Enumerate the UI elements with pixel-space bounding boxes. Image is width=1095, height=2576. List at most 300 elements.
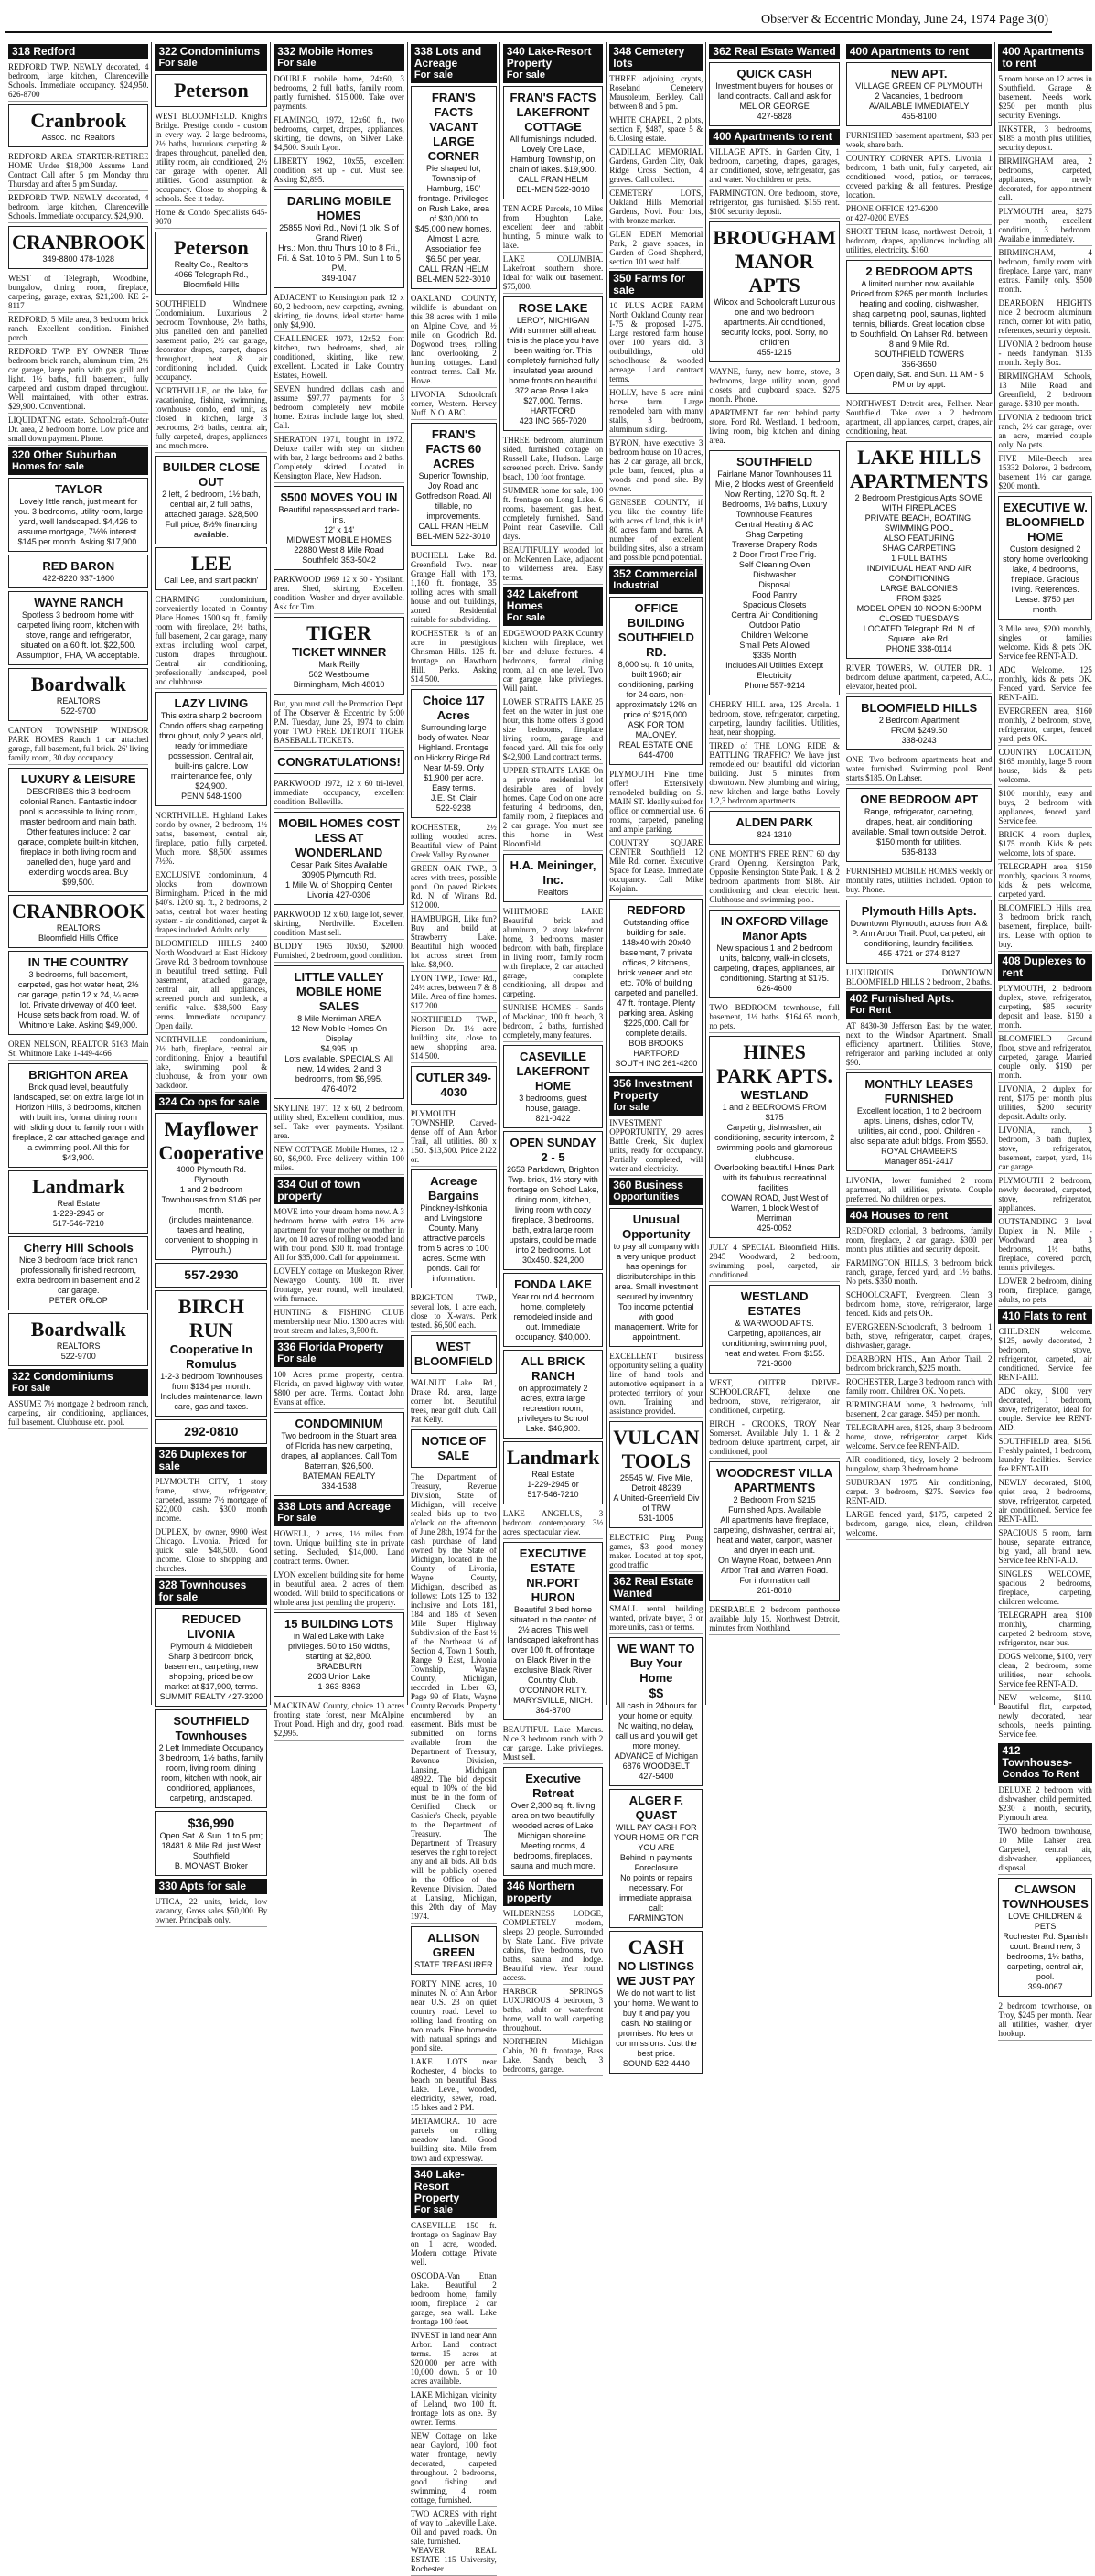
classified-ad: PLYMOUTH, 2 bedroom duplex, stove, refrigerator, carpeting, $85 security deposit and lease. $150 a month. xyxy=(998,982,1091,1032)
display-ad-line: 531-1005 xyxy=(639,1514,674,1523)
section-subheader: For sale xyxy=(158,58,198,69)
display-ad-line: SUMMIT REALTY 427-3200 xyxy=(159,1692,263,1701)
display-ad xyxy=(274,750,404,774)
display-ad-line: 422-8220 937-1600 xyxy=(42,574,115,583)
classified-column xyxy=(152,42,271,1924)
classified-ad: ONE MONTH'S FREE RENT 60 day Grand Opening. Kensington Park, Opposite Kensington State Park. 1 & 2 bedroom apartments from $186. Air conditioning and clean electric heat. Clubhouse and swimming pool. xyxy=(709,847,839,907)
display-ad-line: REALTORS xyxy=(56,696,101,706)
display-ad-line: WILL PAY CASH FOR YOUR HOME OR FOR YOU ARE xyxy=(613,1823,699,1852)
display-ad-headline: CRANBROOK xyxy=(12,900,145,922)
display-ad-line: 2 Bedroom Prestigious Apts SOME WITH FIREPLACES xyxy=(854,493,983,512)
display-ad-line: 2 Vacancies, 1 bedroom xyxy=(875,92,963,101)
display-ad-line: Wilcox and Schoolcraft Luxurious one and two bedroom apartments. Air conditioned, security locks, pool. Sorry, no children xyxy=(714,297,836,347)
display-ad-title: FRAN'S FACTS LAKEFRONT COTTAGE xyxy=(510,91,596,134)
classified-ad: PARKWOOD 1972, 12 x 60 tri-level, immediate occupancy, excellent condition. Belleville. xyxy=(274,777,404,809)
section-header: 326 Duplexes for sale xyxy=(155,1447,267,1474)
display-ad-line: 30905 Plymouth Rd. xyxy=(301,870,377,879)
classified-ad: 100 Acres prime property, central Florida, on paved highway with water, $800 per acre. Terms. Contact John Evans at office. xyxy=(274,1368,404,1409)
display-ad xyxy=(274,1412,404,1496)
classified-ad: LIVONIA 2 bedroom brick ranch, 2½ car garage, over an acre, married couple only. No pets. xyxy=(998,411,1091,452)
display-ad-line: Self Cleaning Oven xyxy=(738,560,811,569)
display-ad-line: 2 Left Immediate Occupancy xyxy=(158,1743,264,1752)
classified-ad: BRICK 4 room duplex, $175 month. Kids & pets welcome, lots of space. xyxy=(998,828,1091,860)
classified-ad: LIVONIA, 2 duplex for rent, $175 per month plus utilities, $200 security deposit. Adults only. xyxy=(998,1083,1091,1124)
display-ad-line: 3 bedroom, 1½ baths, family room, living room, dining room, kitchen with nook, air conditioned, appliances, carpeting, landscaped. xyxy=(159,1753,263,1803)
display-ad xyxy=(846,1072,993,1171)
display-ad-line: Livonia 427-0306 xyxy=(307,890,371,900)
classified-ad: HAMBURGH, Like fun? Buy and build at Strawberry Lake. Beautiful high wooded lot across street from lake. $8,900. xyxy=(411,912,497,972)
classified-ad: FLAMINGO, 1972, 12x60 ft., two bedrooms, carpet, drapes, appliances, skirting, tie downs, on Silver Lake. $4,500. South Lyon. xyxy=(274,113,404,155)
display-ad-line: 644-4700 xyxy=(639,750,674,760)
classified-ad: OSCODA-Van Ettan Lake. Beautiful 2 bedroom home, family room, fireplace, 2 car garage, sea wall. Lake frontage 100 feet. xyxy=(411,2269,497,2329)
display-ad-title: SOUTHFIELD xyxy=(736,455,813,469)
display-ad xyxy=(411,1429,497,1468)
display-ad-title: ALLISON GREEN xyxy=(427,1931,480,1959)
classified-ad: COUNTRY CORNER APTS. Livonia, 1 bedroom, 1 bath unit, fully carpeted, air conditioned, wood, patios, or terraces, covered parking & all features. Prestige location. xyxy=(846,152,993,202)
display-ad-line: Open daily, Sat. and Sun. 11 AM - 5 PM or by appt. xyxy=(853,370,984,389)
display-ad-headline: BROUGHAM MANOR APTS xyxy=(713,226,836,296)
classified-ad: LARGE fenced yard, $175, carpeted 2 bedroom, garage, nice, clean, children welcome. xyxy=(846,1508,993,1540)
display-ad xyxy=(503,296,603,431)
classified-ad: 2 bedroom townhouse, on Troy, $245 per month. Near all utilities, washer, dryer hookup. xyxy=(998,1999,1091,2041)
display-ad xyxy=(609,1637,703,1786)
display-ad-line: 476-4072 xyxy=(321,1084,357,1094)
classified-ad: FARMINGTON. One bedroom, stove, refrigerator, gas furnished. $155 rent. $100 security deposit. xyxy=(709,187,839,219)
display-ad-line: 3 bedrooms, guest house, garage. xyxy=(519,1094,587,1113)
display-ad-line: SOUND 522-4440 xyxy=(622,2059,690,2068)
display-ad-title: NEW APT. xyxy=(890,67,948,81)
display-ad xyxy=(709,62,839,126)
display-ad-line: 427-5828 xyxy=(757,112,792,121)
classified-ad: LIVONIA, Schoolcraft corner, Western. Hervey Nuff. N.O. ABC. xyxy=(411,388,497,420)
display-ad-title: Choice 117 Acres xyxy=(422,694,485,722)
display-ad-line: 522-9238 xyxy=(435,803,471,813)
display-ad-title: TICKET WINNER xyxy=(291,645,387,659)
display-ad-line: Phone 557-9214 xyxy=(744,681,805,690)
display-ad-line: Foreclosure xyxy=(634,1863,679,1872)
classified-ad: ADC Welcome. 125 monthly, kids & pets OK. Fenced yard. Service fee RENT-AID. xyxy=(998,663,1091,705)
display-ad-title: IN THE COUNTRY xyxy=(27,955,129,969)
display-ad-title: WESTLAND xyxy=(740,1088,809,1102)
classified-ad: DELUXE 2 bedroom with dishwasher, child permitted. $230 a month, security, Plymouth area. xyxy=(998,1784,1091,1825)
display-ad xyxy=(709,1036,839,1238)
classified-ad: TIRED of THE LONG RIDE & BATTLING TRAFFIC? We have just remodeled our beautiful old victorian building. Just 5 minutes from downtown. New plumbing and wiring, new kitchen and large baths. Lovely 1,2,3 bedroom apartments. xyxy=(709,739,839,808)
classified-ad: CHARMING condominium, conveniently located in Country Place Homes. 1500 sq. ft., family room with fireplace, 2½ baths, full basement, 2 car garage, many extras including wool carpet, custom drapes throughout. Central air conditioning, professionally landscaped, pool and clubhouse. xyxy=(155,593,267,689)
display-ad-line: 425-0052 xyxy=(757,1223,792,1233)
display-ad-headline: BIRCH RUN xyxy=(177,1295,244,1342)
section-header: 336 Florida Property For sale xyxy=(274,1340,404,1367)
display-ad-line: Year round 4 bedroom home, completely remodeled inside and out. Immediate occupancy. $40,000. xyxy=(511,1292,595,1342)
display-ad xyxy=(846,441,993,659)
display-ad xyxy=(709,450,839,695)
classified-ad: JULY 4 SPECIAL Bloomfield Hills. 2845 Woodward, 2 bedroom, swimming pool, carpeted, air conditioned. xyxy=(709,1241,839,1282)
display-ad-phone: $$ xyxy=(649,1686,664,1700)
section-subheader: For sale xyxy=(277,1513,317,1524)
classified-ad: REDFORD TWP. NEWLY decorated, 4 bedroom, large kitchen, Clarenceville Schools. Immediate occupancy. $24,950. 626-8700 xyxy=(8,60,148,102)
display-ad xyxy=(609,899,703,1073)
display-ad xyxy=(274,812,404,905)
display-ad xyxy=(609,1789,703,1928)
classified-ad: Home & Condo Specialists 645-9070 xyxy=(155,206,267,229)
classified-ad: HOWELL, 2 acres, 1½ miles from town. Unique building site in private setting. Secluded, $14,000. Land contract terms. Owner. xyxy=(274,1527,404,1568)
section-subheader: For sale xyxy=(277,1353,317,1364)
display-ad-title: NOTICE OF SALE xyxy=(421,1434,487,1462)
display-ad-title: IN OXFORD Village Manor Apts xyxy=(720,914,829,943)
display-ad xyxy=(8,1313,148,1366)
classified-ad: CHERRY HILL area, 125 Arcola. 1 bedroom, stove, refrigerator, carpeting, carpeting, laundry facilities. Utilities, heat, near shopping. xyxy=(709,698,839,739)
classified-ad: REDFORD, 5 Mile area, 3 bedroom brick ranch. Excellent condition. Finished porch. xyxy=(8,313,148,345)
classified-ad: SHERATON 1971, bought in 1972, Deluxe trailer with step on kitchen with bar, 2 large bedrooms and 2 baths. Completely skirted. Located in Kensington Place, New Hudson. xyxy=(274,433,404,483)
classified-ad: EVERGREEN-Schoolcraft, 3 bedroom, 1 bath, stove, refrigerator, carpet, drapes, dishwasher, garage. xyxy=(846,1320,993,1353)
display-ad-title: NO LISTINGS WE JUST PAY xyxy=(617,1959,696,1988)
display-ad-headline: Landmark xyxy=(506,1446,600,1469)
display-ad xyxy=(274,965,404,1099)
classified-ad: HOLLY, have 5 acre mini horse farm. Large remodeled barn with many stalls, 3 bedroom, aluminum siding. xyxy=(609,386,703,437)
display-ad xyxy=(155,1263,267,1288)
classified-ad: BUDDY 1965 10x50, $2000. Furnished, 2 bedroom, good condition. xyxy=(274,940,404,963)
classified-ad: WAYNE, furry, new home, stove, 3 bedrooms, large utility room, good closets and cupboard space. $275 month. Phone. xyxy=(709,365,839,406)
section-header: 356 Investment Property for sale xyxy=(609,1076,703,1116)
display-ad-phone: $36,990 xyxy=(188,1816,235,1830)
classified-ad: ONE, Two bedroom apartments heat and water furnished. Swimming pool. Rent starts $185. On Lahser. xyxy=(846,753,993,785)
display-ad xyxy=(8,1170,148,1234)
display-ad-line: LOVE CHILDREN & PETS xyxy=(1008,1912,1083,1931)
classified-ad: TELEGRAPH area, $125, sharp 3 bedroom home, stove, refrigerator, carpet. Kids welcome. Service fee RENT-AID. xyxy=(846,1421,993,1453)
classified-ad: BEAUTIFULLY wooded lot on McKennen Lake, adjacent to wilderness area. Easy terms. xyxy=(503,544,603,585)
classified-ad: NORTHWEST Detroit area, Fellner. Near Southfield. Take over a 2 bedroom apartment, all appliances, carpet, drapes, air conditioning, heat. xyxy=(846,397,993,438)
display-ad-headline: TIGER xyxy=(306,621,372,644)
classified-ad: ELECTRIC Ping Pong games, $3 good money maker. Located at top spot, good traffic. xyxy=(609,1531,703,1572)
section-header: 350 Farms for sale xyxy=(609,271,703,298)
section-header: 340 Lake-Resort Property For sale xyxy=(411,2167,497,2218)
classified-ad: BIRMINGHAM area, 2 bedrooms, carpeted, appliances, newly decorated, for appointment call. xyxy=(998,155,1091,205)
classified-ad: FARMINGTON HILLS, 3 bedroom brick ranch, garage, fenced yard, and 1½ baths. No pets. $350 month. xyxy=(846,1256,993,1288)
display-ad-line: SOUTH INC 261-4200 xyxy=(615,1059,698,1068)
display-ad-line: This extra sharp 2 bedroom Condo offers shag carpeting throughout, only 2 years old, ready for immediate possession. Central air, built-ins galore. Low maintenance fee, only $24,900. xyxy=(159,711,263,791)
classified-ad: SHORT TERM lease, northwest Detroit, 1 bedroom, drapes, appliances including all utilities, electricity. $160. xyxy=(846,225,993,257)
classified-ad: SMALL rental building wanted, private buyer, 3 or more units, cash or terms. xyxy=(609,1602,703,1634)
classified-ad: SOUTHFIELD Windmere Condominium. Luxurious 2 bedroom Townhouse, 2½ baths, plus panelled den and panelled basement patio, 2½ car garage, decorator drapes, carpet, drapes throughout, heat & air conditioning included. Quick occupancy. xyxy=(155,297,267,384)
classified-ad: INVEST in land near Ann Arbor. Land contract terms. 15 acres at $20,000 per acre with 10,000 down. 5 or 10 acres available. xyxy=(411,2329,497,2388)
display-ad-line: 502 Westbourne xyxy=(308,670,370,679)
classified-ad: BLOOMFIELD HILLS 2400 North Woodward at East Hickory Grove Rd. 3 bedroom townhouse in beautiful treed setting. Full basement, attached garage, central air, all appliances, screened porch and sundeck, a terrific value. $38,500. Easy terms. Immediate occupancy. Open daily. xyxy=(155,937,267,1033)
display-ad-line: Surrounding large body of water. Near Highland. Frontage on Hickory Ridge Rd. Near M-59. Only $1,900 per acre. Easy terms. xyxy=(414,723,493,792)
display-ad-title: LAZY LIVING xyxy=(174,696,249,710)
display-ad-line: PHONE 338-0114 xyxy=(886,644,952,653)
section-header: 338 Lots and Acreage For sale xyxy=(411,44,497,83)
display-ad-line: B. MONAST, Broker xyxy=(174,1861,248,1870)
display-ad-line: A United-Greenfield Div of TRW xyxy=(613,1493,700,1513)
display-ad xyxy=(411,1335,497,1374)
display-ad-line: Carpeting, appliances, air conditioning, swimming pool, heat and water. From $155. xyxy=(722,1329,828,1358)
classified-ad: METAMORA. 10 acre parcels on rolling meadow land. Good building site. Mile from town and expressway. xyxy=(411,2115,497,2165)
section-header: 318 Redford xyxy=(8,44,148,59)
display-ad-line: We do not want to list your home. We want to buy it and pay you cash. No stalling or promises. No fees or commissions. Just the best price. xyxy=(614,1989,699,2058)
display-ad-title: Cooperative In Romulus xyxy=(169,1342,253,1371)
display-ad-line: 1-229-2945 or xyxy=(527,1480,579,1489)
section-header: 346 Northern property xyxy=(503,1879,603,1906)
display-ad-line: Investment buyers for houses or land contracts. Call and ask for xyxy=(715,81,833,101)
display-ad xyxy=(503,1131,603,1270)
display-ad-line: Pie shaped lot, Township of Hamburg, 150' frontage. Privileges on Rush Lake, area of $30,000 to $45,000 new homes. Almost 1 acre. Association fee $6.50 per year. xyxy=(415,164,492,264)
display-ad-line: 2 left, 2 bedroom, 1½ bath, central air, 2 full baths, attached garage. $28,500 Full price, 8½% financing available. xyxy=(162,490,261,539)
display-ad-line: Cesar Park Sites Available xyxy=(290,860,388,869)
display-ad-phone: 557-2930 xyxy=(184,1267,239,1282)
classified-ad: PARKWOOD 1969 12 x 60 - Ypsilanti area. Shed, skirting, Excellent condition. Washer and dryer available. Ask for Tim. xyxy=(274,573,404,614)
section-subheader: for sale xyxy=(613,1102,649,1113)
display-ad xyxy=(709,811,839,845)
display-ad-line: 8,000 sq. ft. 10 units, built 1968; air conditioning, parking for 24 cars, non-approximately 12% on price of $215,000. xyxy=(615,660,697,719)
display-ad xyxy=(609,1931,703,2074)
display-ad-line: MEL OR GEORGE xyxy=(739,102,810,111)
display-ad-line: BEL-MEN 522-3010 xyxy=(416,275,491,284)
display-ad-line: 6876 WOODBELT xyxy=(622,1762,691,1771)
display-ad-line: PRIVATE BEACH, BOATING, SWIMMING POOL xyxy=(864,513,973,533)
classified-ad: LAKE Michigan, vicinity of Leland, two 100 ft. frontage lots as one. By owner. Terms. xyxy=(411,2388,497,2430)
display-ad-line: Beautiful 3 bed home situated in the center of 2½ acres. This well landscaped lakefront has over 100 ft. of frontage on Black River in the exclusive Black River Country Club. xyxy=(507,1605,599,1685)
classified-ad: DEARBORN HEIGHTS nice 2 bedroom aluminum ranch, corner lot with patio, references, security deposit. xyxy=(998,296,1091,338)
display-ad-line: BEL-MEN 522-3010 xyxy=(516,185,590,194)
classified-ad: MOVE into your dream home now. A 3 bedroom home with extra 1½ acre apartment for your mother or mother in law, on 10 acres of rolling wooded land with trout pond. $30 ft. road frontage. All for $35,000. Call for appointment. xyxy=(274,1205,404,1265)
classified-ad: NORTHVILLE condominium, 2½ bath, fireplace, central air conditioning. Enjoy a beautiful lake, swimming pool & clubhouse, & from your own backdoor. xyxy=(155,1033,267,1093)
classified-ad: BIRMINGHAM home, 3 bedrooms, full basement, 2 car garage. $450 per month. xyxy=(846,1398,993,1421)
display-ad-line: 25855 Novi Rd., Novi (1 blk. S of Grand River) xyxy=(279,223,399,243)
classified-ad: LOWER 2 bedroom, dining room, fireplace, garage, adults, no pets. xyxy=(998,1275,1091,1307)
display-ad-line: 455-1215 xyxy=(757,348,792,357)
display-ad-line: Carpeting, dishwasher, air conditioning, security intercom, 2 swimming pools and glamorous clubhouse. xyxy=(714,1123,835,1162)
classified-ad: 10 PLUS ACRE FARM North Oakland County near I-75 & proposed I-275. Large restored farm house over 100 years old. 3 outbuildings, old schoolhouse & wooded acreage. Land contract terms. xyxy=(609,299,703,386)
classified-ad: BIRMINGHAM, 4 bedroom, family room with fireplace. Large yard, many extras. Family only. $500 month. xyxy=(998,246,1091,296)
classified-ad: SEVEN hundred dollars cash and assume $97.77 payments for 3 bedroom completely new mobile home. Extras include large lot, shed, Call. xyxy=(274,383,404,433)
display-ad xyxy=(8,1063,148,1168)
section-subheader: For sale xyxy=(506,612,545,623)
classified-ad: FORTY NINE acres, 10 minutes N. of Ann Arbor near U.S. 23 on quiet country road. Level to rolling land fronting on two roads. Fine homesite with natural springs and pond site. xyxy=(411,1978,497,2055)
display-ad-line: Dishwasher xyxy=(753,570,797,579)
display-ad-headline: Landmark xyxy=(31,1175,125,1198)
section-header: 412 Townhouses- Condos To Rent xyxy=(998,1743,1091,1783)
classified-ad: TELEGRAPH area, $100 monthly, charming, carpeted 2 bedroom, stove, refrigerator, near bus. xyxy=(998,1609,1091,1650)
display-ad-title: FRAN'S FACTS VACANT LARGE CORNER xyxy=(427,91,479,163)
classified-ad: CHILDREN welcome. $125, newly decorated, 2 bedroom, stove, refrigerator, carpeted, air conditioned. Service fee RENT-AID. xyxy=(998,1325,1091,1385)
classified-ad: EXCELLENT business opportunity selling a quality line of hand tools and automotive equipment in a protected territory of your own. Training and assistance provided. xyxy=(609,1350,703,1418)
display-ad-line: Call Lee, and start packin' xyxy=(164,576,259,585)
display-ad-line: 535-8133 xyxy=(901,847,937,857)
display-ad xyxy=(155,232,267,295)
display-ad xyxy=(155,692,267,806)
display-ad-line: MARYSVILLE, MICH. xyxy=(513,1696,593,1705)
display-ad-title: SOUTHFIELD Townhouses xyxy=(173,1714,250,1742)
display-ad-line: ASK FOR TOM MALONEY. xyxy=(628,720,685,739)
display-ad xyxy=(503,854,603,902)
display-ad xyxy=(8,591,148,665)
classified-ad: INKSTER, 3 bedrooms, $185 a month plus utilities, security deposit. xyxy=(998,123,1091,155)
display-ad-line: 364-8700 xyxy=(535,1706,571,1715)
classified-column xyxy=(995,42,1094,2038)
display-ad xyxy=(846,696,993,750)
display-ad-line: Realty Co., Realtors xyxy=(174,260,249,269)
display-ad-line: A limited number now available. Priced from $265 per month. Includes heating and cooling, dishwasher, shag carpeting, pool, saunas, lighted tennis, billiards. Great location close to Southfield. On Lahser Rd. between 8 and 9 Mile Rd. xyxy=(850,279,988,349)
display-ad-line: REALTORS xyxy=(56,923,101,932)
display-ad-line: Real Estate xyxy=(531,1470,574,1479)
classified-ad: LUXURIOUS DOWNTOWN BLOOMFIELD HILLS 2 bedroom, 2 baths. xyxy=(846,966,993,989)
display-ad-line: & WARWOOD APTS. xyxy=(735,1319,814,1328)
display-ad-title: FONDA LAKE xyxy=(514,1277,592,1291)
masthead-rule xyxy=(5,31,1052,33)
display-ad-line: $335 Month xyxy=(752,651,797,660)
display-ad-line: Pinckney-Ishkonia and Livingstone County. Many attractive parcels from 5 acres to 100 acres. Some with ponds. Call for information. xyxy=(418,1203,489,1283)
classified-ad: PLYMOUTH 2 bedroom, newly decorated, carpeted, stove, refrigerator, appliances. xyxy=(998,1174,1091,1215)
display-ad-line: No points or repairs necessary. For immediate appraisal call: xyxy=(619,1873,693,1913)
section-header: 334 Out of town property xyxy=(274,1177,404,1204)
display-ad xyxy=(503,86,603,199)
classified-column xyxy=(271,42,408,1738)
display-ad-line: 8 Mile Merriman AREA xyxy=(297,1014,381,1023)
display-ad-line: SHAG CARPETING xyxy=(882,544,956,553)
classified-column xyxy=(408,42,500,2573)
classified-ad: SPACIOUS 5 room, farm house, separate entrance, big yard, all brand new. Service fee RENT-AID. xyxy=(998,1526,1091,1568)
display-ad-headline: Peterson xyxy=(173,79,249,102)
display-ad-title: BUILDER CLOSE OUT xyxy=(162,460,260,489)
display-ad xyxy=(8,226,148,269)
classified-column xyxy=(500,42,607,2074)
classified-ad: SUNRISE HOMES - Sands of Mackinac, 100 ft. beach, 3 bedroom, 2 baths, furnished completely, many features. xyxy=(503,1001,603,1042)
display-ad-line: 427-5400 xyxy=(639,1772,674,1781)
display-ad-headline: Peterson xyxy=(173,236,249,259)
classified-ad: LIBERTY 1962, 10x55, excellent condition, set up - cut. Must see. Asking $2,895. xyxy=(274,155,404,187)
display-ad-line: Open Sat. & Sun. 1 to 5 pm; 18481 & Mile Rd. just West Southfield xyxy=(159,1831,263,1860)
classified-ad: BLOOMFIELD Ground floor, stove and refrigerator, carpeted, garage. Married couple only. $190 per month. xyxy=(998,1032,1091,1083)
display-ad xyxy=(8,478,148,552)
section-header: 360 Business Opportunities xyxy=(609,1178,703,1205)
classified-ad: WEST of Telegraph, Woodbine, bungalow, dining room, fireplace, carpeting, garage, extras, $21,200. KE 2-8117 xyxy=(8,272,148,313)
display-ad-line: VILLAGE GREEN OF PLYMOUTH xyxy=(855,81,983,91)
display-ad-line: 517-546-7210 xyxy=(52,1219,104,1228)
display-ad-line: DESCRIBES this 3 bedroom colonial Ranch. Fantastic indoor pool is accessible to living room, master bedroom and main bath. Other features include: 2 car garage, complete built-in kitchen, fireplace in both living room and panelled den, huge yard and extending woods area. Buy $99,500. xyxy=(17,787,139,887)
display-ad-line: FARMINGTON xyxy=(628,1913,684,1923)
display-ad-line: Central Heating & AC xyxy=(735,520,814,529)
display-ad-title: WAYNE RANCH xyxy=(34,596,123,609)
display-ad-title: ALGER F. QUAST xyxy=(628,1794,683,1822)
display-ad xyxy=(155,74,267,107)
display-ad-line: (includes maintenance, taxes and heating, convenient to shopping in Plymouth.) xyxy=(164,1215,258,1255)
display-ad-title: 15 BUILDING LOTS xyxy=(284,1617,394,1631)
display-ad-line: Central Air Conditioning xyxy=(731,610,818,620)
classified-ad: The Department of Treasury, Revenue Division, State of Michigan, will receive sealed bids up to two o'clock on the afternoon of June 28th, 1974 for the cash purchase of land owned by the State of Michigan, located in the County of Livonia, Wayne County, Michigan, described as follows: Lots 125 to 132 inclusive and Lots 181, 184 and 185 of Seven Mile Super Highway Subdivision of the East ½ of the Northeast ¼ of Section 4, Town 1 South, Range 9 East, Livonia Township, Wayne County, Michigan, recorded in Liber 63, Page 99 of Plats, Wayne County Records. Property encumbered by an easement. Bids must be submitted on forms available from the Department of Treasury, Revenue Division, Lansing, Michigan 48922. The bid deposit equal to 10% of the bid must be in the form of Certified Check or Cashier's Check, payable to the Department of Treasury. The Department of Treasury reserves the right to reject any and all bids. All bids will be publicly opened in the Office of the Revenue Division. Dated at Lansing, Michigan, this 20th day of May 1974. xyxy=(411,1471,497,1924)
display-ad-line: HARTFORD xyxy=(530,406,576,415)
display-ad-line: 1-2-3 bedroom Townhouses from $134 per month. xyxy=(160,1372,263,1391)
display-ad-line: CALL FRAN HELM xyxy=(418,522,489,531)
display-ad-line: Shag Carpeting xyxy=(746,530,803,539)
display-ad-line: Fairlane Manor Townhouses 11 Mile, 2 blocks west of Greenfield Now Renting, 1270 Sq. ft. 2 Bedrooms, 1½ baths, Luxury Townhouse Features xyxy=(714,469,834,519)
display-ad-line: to pay all company with a very unique product has openings for distributorships in this area. Small investment secured by inventory. Top income potential with good management. Write for appointment. xyxy=(613,1242,700,1342)
classified-ad: LAKE ANGELUS, 3 bedroom contemporary, 3½ acres, spectacular view. xyxy=(503,1507,603,1539)
display-ad-title: WEST BLOOMFIELD xyxy=(413,1340,493,1368)
display-ad-title: CLAWSON TOWNHOUSES xyxy=(1002,1882,1089,1911)
classified-ad: TEN ACRE Parcels, 10 Miles from Houghton Lake, excellent deer and rabbit hunting, 5 minute walk to lake. xyxy=(503,202,603,253)
display-ad-line: 4000 Plymouth Rd. Plymouth xyxy=(176,1165,247,1184)
classified-ad: UPPER STRAITS LAKE On a private residential lot desirable area of lovely homes. Cape Cod on one acre featuring 4 bedrooms, den, family room, 2 fireplaces and 2 car garage. You must see this home in West Bloomfield. xyxy=(503,764,603,851)
display-ad-headline: LAKE HILLS APARTMENTS xyxy=(849,446,989,492)
display-ad xyxy=(411,423,497,546)
display-ad xyxy=(411,1066,497,1105)
classified-ad: LAKE LOTS near Rochester, 4 blocks to beach on beautiful Bass Lake. Level, wooded, electricity, sewer, road. 15 lakes and 2 PM. xyxy=(411,2055,497,2115)
display-ad xyxy=(8,668,148,721)
classified-column xyxy=(843,42,996,1705)
display-ad-line: Nice 3 bedroom face brick ranch professionally finished recroom, extra bedroom in basement and 2 car garage. xyxy=(16,1256,141,1295)
display-ad-line: LEROY, MICHIGAN xyxy=(516,316,590,325)
display-ad-title: ONE BEDROOM APT xyxy=(860,792,979,806)
display-ad-title: Unusual Opportunity xyxy=(622,1213,691,1241)
classified-ad: LOVELY cottage on Muskegon River, Newaygo County. 100 ft. river frontage, year round, well insulated, with furnace. xyxy=(274,1265,404,1306)
display-ad xyxy=(411,86,497,289)
display-ad-title: BRIGHTON AREA xyxy=(28,1068,129,1082)
classified-column xyxy=(5,42,152,1705)
display-ad-title: Cherry Hill Schools xyxy=(23,1241,134,1255)
classified-ad: OREN NELSON, REALTOR 5163 Main St. Whitmore Lake 1-449-4466 xyxy=(8,1038,148,1061)
display-ad-line: Lovely little ranch, just meant for you. 3 bedrooms, utility room, large yard, well landscaped. $4,426 to assume mortgage, 7½% interest. $145 per month. Asking $17,900. xyxy=(14,497,144,546)
classified-ad: CEMETERY LOTS, Oakland Hills Memorial Gardens, Novi. Four lots, with bronze marker. xyxy=(609,187,703,228)
display-ad-title: Executive Retreat xyxy=(525,1772,581,1800)
display-ad xyxy=(846,62,993,126)
display-ad xyxy=(709,1461,839,1601)
display-ad-line: Outdoor Patio xyxy=(748,620,800,630)
display-ad-line: Lots available. SPECIALS! All new, 14 wides, 2 and 3 bedrooms, from $6,995. xyxy=(284,1054,393,1083)
display-ad-title: WE WANT TO Buy Your Home xyxy=(617,1642,695,1685)
display-ad-line: PENN 548-1900 xyxy=(181,792,242,801)
section-subheader: For sale xyxy=(12,1383,51,1394)
display-ad-line: 2 Bedroom From $215 xyxy=(733,1495,816,1504)
display-ad-line: ROYAL CHAMBERS xyxy=(881,1147,958,1156)
display-ad-line: 821-0422 xyxy=(535,1114,571,1123)
display-ad-line: INDIVIDUAL HEAT AND AIR CONDITIONING xyxy=(866,564,972,583)
ad-note: or 427-0200 EVES xyxy=(845,213,909,222)
classified-ad: ADJACENT to Kensington park 12 x 60, 2 bedroom, new carpeting, awning, skirting, tie downs, ideal starter home only $4,900. xyxy=(274,291,404,332)
display-ad xyxy=(503,1441,603,1504)
display-ad-line: Birmingham, Mich 48010 xyxy=(293,680,385,689)
display-ad-line: FROM $325 xyxy=(896,594,942,603)
classified-ad: SOUTHFIELD area, $156. Freshly painted, 1 bedroom, laundry facilities. Service fee RENT-AID. xyxy=(998,1435,1091,1476)
display-ad-title: CASEVILLE LAKEFRONT HOME xyxy=(516,1050,590,1093)
section-subheader: For sale xyxy=(413,70,454,81)
display-ad xyxy=(155,1709,267,1808)
section-header: 330 Apts for sale xyxy=(155,1879,267,1894)
display-ad-line: 2653 Parkdown, Brighton Twp. brick, 1½ story with frontage on School Lake, dining room, kitchen, living room with cozy fireplace, 3 bedrooms, bath, extra large room upstairs, could be made into 2 bedrooms. Lot 30x450. $24,200 xyxy=(507,1165,600,1265)
display-ad-line: MODEL OPEN 10-NOON-5:00PM xyxy=(856,604,982,613)
display-ad-line: Disposal xyxy=(758,580,790,589)
display-ad-line: Overlooking beautiful Hines Park with its fabulous recreational facilities. xyxy=(714,1163,835,1192)
display-ad-line: Spotless 3 bedroom home with carpeted living room, kitchen with stove, range and refrigerator, situated on a 60 ft. lot. $22,500. Assumption, FHA, VA acceptable. xyxy=(16,610,140,660)
classified-ad: DESIRABLE 2 bedroom penthouse available July 15. Northwest Detroit, minutes from Northland. xyxy=(709,1603,839,1635)
display-ad-title: $500 MOVES YOU IN xyxy=(280,490,398,504)
classified-ad: PLYMOUTH CITY, 1 story frame, stove, refrigerator, carpeted, assume 7½ mortgage of $22,000 cash. $300 month income. xyxy=(155,1475,267,1525)
classified-ad: TWO bedroom townhouse, 10 Mile Lahser area. Carpeted, central air, dishwasher, appliances, disposal. xyxy=(998,1825,1091,1875)
classified-ad: REDFORD TWP. NEWLY decorated, 4 bedroom, large kitchen, Clarenceville Schools. Immediate occupancy. $24,900. xyxy=(8,191,148,223)
display-ad-line: 423 INC 565-7020 xyxy=(519,416,587,426)
classified-ad: MACKINAW County, choice 10 acres fronting state forest, near McAlpine Trout Pond. High and dry, good road. $2,995. xyxy=(274,1699,404,1741)
display-ad-title: RED BARON xyxy=(42,559,115,573)
display-ad-title: FRAN'S FACTS 60 ACRES xyxy=(425,427,482,470)
display-ad-title: CONGRATULATIONS! xyxy=(277,755,401,769)
display-ad-title: QUICK CASH xyxy=(736,67,812,81)
section-header: 324 Co ops for sale xyxy=(155,1094,267,1110)
display-ad-line: 1-229-2945 or xyxy=(52,1209,104,1218)
section-header: 332 Mobile Homes For sale xyxy=(274,44,404,71)
classified-ad: LIVONIA, ranch, 3 bedroom, 3 bath duplex, stove, refrigerator, basement, carpet, yard, 1½ car garage. xyxy=(998,1124,1091,1174)
display-ad-line: 338-0243 xyxy=(901,736,937,745)
display-ad-line: 1 and 2 bedroom Townhouses from $146 per month. xyxy=(161,1185,262,1214)
classified-ad: BIRMINGHAM Schools, 13 Mile Road and Greenfield, 2 bedroom garage. $310 per month. xyxy=(998,370,1091,411)
display-ad-line: REALTORS xyxy=(56,1342,101,1351)
